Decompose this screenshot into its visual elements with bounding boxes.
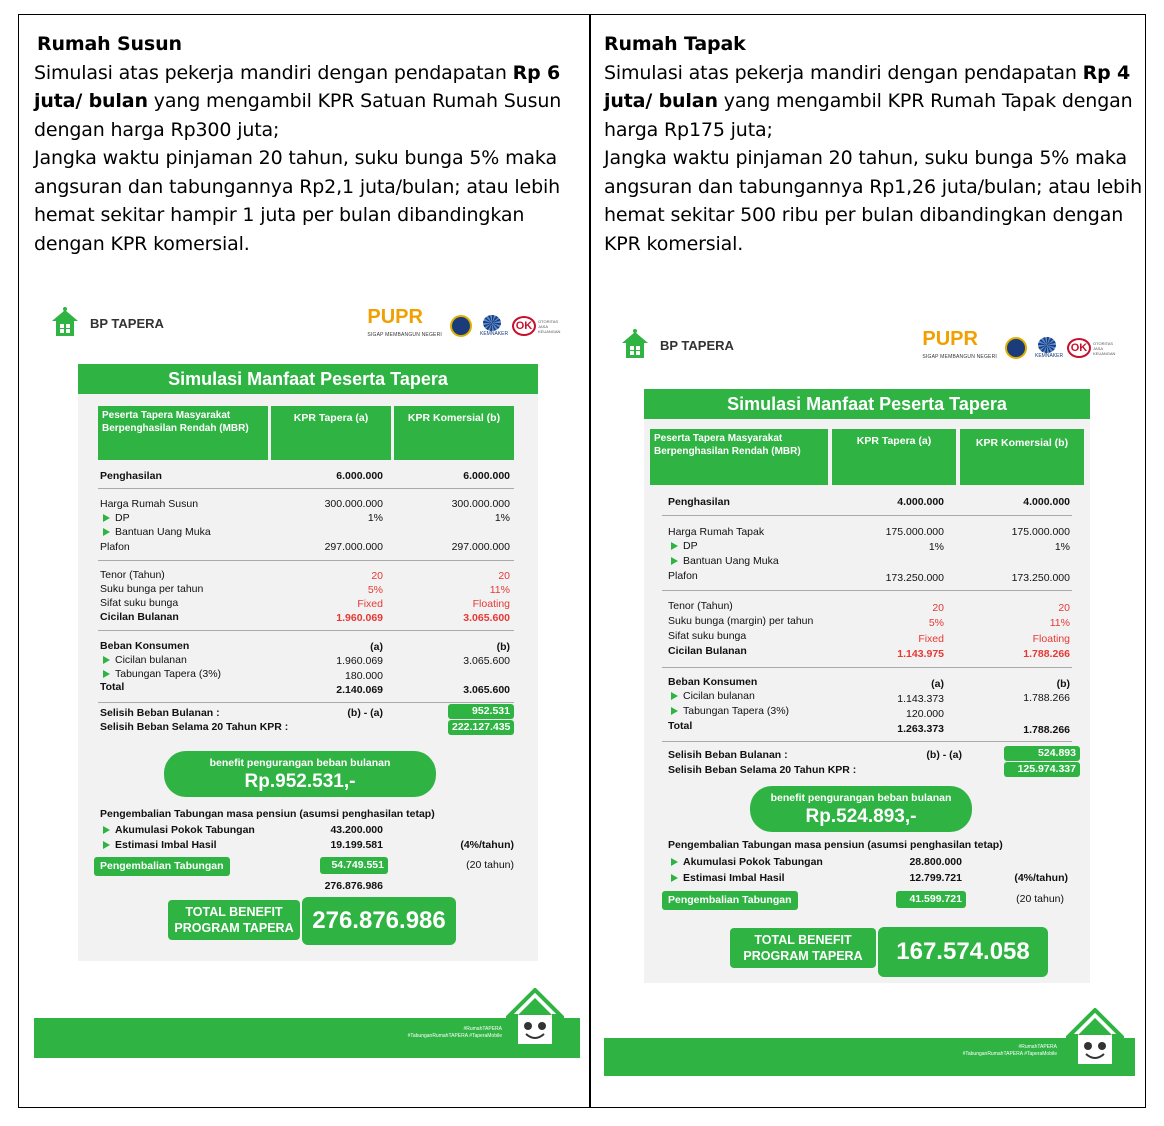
brand-name: BP TAPERA xyxy=(660,337,734,353)
beban-label: Beban Konsumen xyxy=(100,640,190,652)
ojk-logo-icon: OK OTORITAS JASA KEUANGAN xyxy=(512,316,562,336)
total-benefit-value: 276.876.986 xyxy=(302,897,456,945)
cicilan-bulanan-label: Cicilan bulanan xyxy=(100,653,187,668)
beban-a: (a) xyxy=(370,641,383,653)
pupr-logo-icon: PUPR SIGAP MEMBANGUN NEGERI xyxy=(367,306,442,338)
kemnaker-logo-icon: KEMNAKER xyxy=(480,315,504,337)
kemnaker-logo-icon: KEMNAKER xyxy=(1035,337,1059,359)
section-title: Rumah Susun xyxy=(37,33,182,55)
separator xyxy=(662,667,1072,668)
selisih-bulanan-value: 952.531 xyxy=(448,704,514,719)
akumulasi-label: Akumulasi Pokok Tabungan xyxy=(668,855,823,870)
bunga-b: 11% xyxy=(1049,617,1070,629)
akumulasi-value: 43.200.000 xyxy=(330,824,383,836)
benefit-label: benefit pengurangan beban bulanan xyxy=(209,757,391,769)
selisih-20-tahun-value: 125.974.337 xyxy=(1004,762,1080,777)
pengembalian-value: 41.599.721 xyxy=(896,891,966,908)
triangle-bullet-icon xyxy=(671,874,678,882)
triangle-bullet-icon xyxy=(103,656,110,664)
house-mascot-icon xyxy=(1066,1008,1124,1074)
selisih-bulanan-label: Selisih Beban Bulanan : xyxy=(100,707,220,719)
sifat-b: Floating xyxy=(1032,633,1070,645)
imbal-note: (4%/tahun) xyxy=(460,839,514,851)
tabungan-tapera-label: Tabungan Tapera (3%) xyxy=(100,667,221,682)
harga-a: 300.000.000 xyxy=(324,498,383,510)
penghasilan-a: 6.000.000 xyxy=(336,470,383,482)
akumulasi-label: Akumulasi Pokok Tabungan xyxy=(100,823,255,838)
dp-a: 1% xyxy=(367,512,383,524)
triangle-bullet-icon xyxy=(671,542,678,550)
cicilan-b: 1.788.266 xyxy=(1023,648,1070,660)
beban-a: (a) xyxy=(931,678,944,690)
total-label: Total xyxy=(668,720,693,732)
selisih-bulanan-value: 524.893 xyxy=(1004,746,1080,761)
tapera-logo-icon xyxy=(48,306,82,340)
poster-footer xyxy=(34,1018,580,1058)
penghasilan-b: 4.000.000 xyxy=(1023,496,1070,508)
bum-label: Bantuan Uang Muka xyxy=(668,554,779,569)
harga-label: Harga Rumah Susun xyxy=(100,498,199,510)
cicilan-b: 3.065.600 xyxy=(463,612,510,624)
akumulasi-value: 28.800.000 xyxy=(909,856,962,868)
separator xyxy=(98,488,514,489)
bunga-label: Suku bunga (margin) per tahun xyxy=(668,615,814,627)
sifat-a: Fixed xyxy=(918,633,944,645)
penghasilan-b: 6.000.000 xyxy=(463,470,510,482)
total-a: 2.140.069 xyxy=(336,684,383,696)
beban-label: Beban Konsumen xyxy=(668,676,758,688)
total-label: Total xyxy=(100,681,125,693)
selisih-20-tahun-label: Selisih Beban Selama 20 Tahun KPR : xyxy=(100,721,289,733)
cicilan-bulanan-label: Cicilan bulanan xyxy=(668,689,755,704)
triangle-bullet-icon xyxy=(103,826,110,834)
selisih-20-tahun-value: 222.127.435 xyxy=(448,720,514,735)
subtotal-value: 276.876.986 xyxy=(324,880,383,892)
bunga-a: 5% xyxy=(928,617,944,629)
sifat-label: Sifat suku bunga xyxy=(668,630,747,642)
total-a: 1.263.373 xyxy=(897,723,944,735)
triangle-bullet-icon xyxy=(671,692,678,700)
partner-logos xyxy=(367,308,562,344)
header-kpr-tapera: KPR Tapera (a) xyxy=(271,406,391,460)
dp-b: 1% xyxy=(494,512,510,524)
tenor-label: Tenor (Tahun) xyxy=(668,600,733,612)
harga-b: 175.000.000 xyxy=(1011,526,1070,538)
cicilan-label: Cicilan Bulanan xyxy=(668,645,747,657)
penghasilan-a: 4.000.000 xyxy=(897,496,944,508)
triangle-bullet-icon xyxy=(103,841,110,849)
dp-label: DP xyxy=(668,539,698,554)
bunga-a: 5% xyxy=(367,584,383,596)
total-benefit-value: 167.574.058 xyxy=(878,927,1048,977)
dp-b: 1% xyxy=(1054,541,1070,553)
ojk-logo-icon: OK OTORITAS JASA KEUANGAN xyxy=(1067,338,1117,358)
header-kpr-komersial: KPR Komersial (b) xyxy=(960,429,1084,485)
benefit-value: Rp.524.893,- xyxy=(805,805,917,827)
plafon-label: Plafon xyxy=(668,570,698,582)
sifat-label: Sifat suku bunga xyxy=(100,597,179,609)
triangle-bullet-icon xyxy=(103,528,110,536)
bp-tapera-brand xyxy=(48,306,164,340)
bp-tapera-brand xyxy=(618,328,734,362)
total-benefit-label: TOTAL BENEFIT PROGRAM TAPERA xyxy=(730,928,876,968)
cicilan-bulanan-b: 1.788.266 xyxy=(1023,692,1070,704)
simulation-poster xyxy=(34,290,580,1065)
header-description: Peserta Tapera Masyarakat Berpenghasilan Rendah (MBR) xyxy=(98,406,268,460)
benefit-pill xyxy=(164,751,436,797)
pengembalian-note: (20 tahun) xyxy=(466,859,514,871)
triangle-bullet-icon xyxy=(671,858,678,866)
triangle-bullet-icon xyxy=(671,557,678,565)
separator xyxy=(662,590,1072,591)
harga-a: 175.000.000 xyxy=(885,526,944,538)
total-b: 1.788.266 xyxy=(1023,724,1070,736)
section-title: Rumah Tapak xyxy=(604,33,746,55)
intro-paragraph-1: Simulasi atas pekerja mandiri dengan pendapatan Rp 4 juta/ bulan yang mengambil KPR Rumah Tapak dengan harga Rp175 juta; xyxy=(604,61,1133,141)
bunga-label: Suku bunga per tahun xyxy=(100,583,204,595)
tenor-a: 20 xyxy=(932,602,944,614)
header-description: Peserta Tapera Masyarakat Berpenghasilan Rendah (MBR) xyxy=(650,429,828,485)
separator xyxy=(98,630,514,631)
tenor-label: Tenor (Tahun) xyxy=(100,569,165,581)
penghasilan-label: Penghasilan xyxy=(668,496,730,508)
triangle-bullet-icon xyxy=(671,707,678,715)
dp-label: DP xyxy=(100,511,130,526)
beban-b: (b) xyxy=(1056,678,1070,690)
tenor-a: 20 xyxy=(371,570,383,582)
separator xyxy=(662,515,1072,516)
tenor-b: 20 xyxy=(498,570,510,582)
separator xyxy=(662,741,1072,742)
separator xyxy=(98,560,514,561)
dp-a: 1% xyxy=(928,541,944,553)
intro-paragraph-1: Simulasi atas pekerja mandiri dengan pendapatan Rp 6 juta/ bulan yang mengambil KPR Satuan Rumah Susun dengan harga Rp300 juta; xyxy=(34,61,562,141)
house-mascot-icon xyxy=(506,988,564,1054)
imbal-note: (4%/tahun) xyxy=(1014,872,1068,884)
selisih-20-tahun-label: Selisih Beban Selama 20 Tahun KPR : xyxy=(668,764,857,776)
card-heading: Simulasi Manfaat Peserta Tapera xyxy=(78,364,538,394)
tabungan-tapera-a: 180.000 xyxy=(345,670,383,682)
cicilan-bulanan-a: 1.960.069 xyxy=(336,655,383,667)
pengembalian-heading: Pengembalian Tabungan masa pensiun (asumsi penghasilan tetap) xyxy=(100,808,435,820)
column-rumah-tapak xyxy=(590,14,1146,1108)
cicilan-a: 1.143.975 xyxy=(897,648,944,660)
cicilan-label: Cicilan Bulanan xyxy=(100,611,179,623)
tabungan-tapera-label: Tabungan Tapera (3%) xyxy=(668,704,789,719)
pengembalian-heading: Pengembalian Tabungan masa pensiun (asumsi penghasilan tetap) xyxy=(668,839,1003,851)
imbal-label: Estimasi Imbal Hasil xyxy=(668,871,785,886)
intro-text xyxy=(604,30,1144,258)
tapera-logo-icon xyxy=(618,328,652,362)
cicilan-bulanan-b: 3.065.600 xyxy=(463,655,510,667)
beban-b: (b) xyxy=(496,641,510,653)
imbal-value: 19.199.581 xyxy=(330,839,383,851)
simulation-poster xyxy=(604,314,1135,1064)
sifat-a: Fixed xyxy=(357,598,383,610)
imbal-value: 12.799.721 xyxy=(909,872,962,884)
pupr-logo-icon: PUPR SIGAP MEMBANGUN NEGERI xyxy=(922,328,997,360)
benefit-value: Rp.952.531,- xyxy=(244,770,356,792)
plafon-label: Plafon xyxy=(100,541,130,553)
plafon-a: 297.000.000 xyxy=(324,541,383,553)
pengembalian-tabungan-label: Pengembalian Tabungan xyxy=(662,891,798,910)
partner-logos xyxy=(922,330,1117,366)
bunga-b: 11% xyxy=(489,584,510,596)
brand-name: BP TAPERA xyxy=(90,315,164,331)
intro-paragraph-2: Jangka waktu pinjaman 20 tahun, suku bunga 5% maka angsuran dan tabungannya Rp2,1 juta/bulan; atau lebih hemat sekitar hampir 1 juta per bulan dibandingkan dengan KPR komersial. xyxy=(34,147,561,255)
header-kpr-tapera: KPR Tapera (a) xyxy=(832,429,956,485)
poster-footer xyxy=(604,1038,1135,1076)
benefit-label: benefit pengurangan beban bulanan xyxy=(770,792,952,804)
card-heading: Simulasi Manfaat Peserta Tapera xyxy=(644,389,1090,419)
total-b: 3.065.600 xyxy=(463,684,510,696)
pengembalian-note: (20 tahun) xyxy=(1016,893,1064,905)
tabungan-tapera-a: 120.000 xyxy=(906,708,944,720)
benefit-pill xyxy=(750,786,972,832)
hashtags: #RumahTAPERA #TabunganRumahTAPERA #TaperaMobile xyxy=(962,1044,1057,1057)
ministry-seal-icon xyxy=(450,315,472,337)
penghasilan-label: Penghasilan xyxy=(100,470,162,482)
cicilan-bulanan-a: 1.143.373 xyxy=(897,693,944,705)
simulation-card xyxy=(78,364,538,961)
simulation-card xyxy=(644,389,1090,983)
bum-label: Bantuan Uang Muka xyxy=(100,525,211,540)
selisih-bulanan-label: Selisih Beban Bulanan : xyxy=(668,749,788,761)
triangle-bullet-icon xyxy=(103,670,110,678)
hashtags: #RumahTAPERA #TabunganRumahTAPERA #TaperaMobile xyxy=(407,1026,502,1039)
selisih-formula: (b) - (a) xyxy=(926,749,962,761)
sifat-b: Floating xyxy=(472,598,510,610)
harga-label: Harga Rumah Tapak xyxy=(668,526,765,538)
separator xyxy=(98,702,514,703)
total-benefit-label: TOTAL BENEFIT PROGRAM TAPERA xyxy=(168,900,300,940)
intro-text xyxy=(34,30,574,258)
ministry-seal-icon xyxy=(1005,337,1027,359)
cicilan-a: 1.960.069 xyxy=(336,612,383,624)
pengembalian-tabungan-label: Pengembalian Tabungan xyxy=(94,857,230,876)
plafon-b: 297.000.000 xyxy=(451,541,510,553)
triangle-bullet-icon xyxy=(103,514,110,522)
column-rumah-susun xyxy=(18,14,589,1108)
imbal-label: Estimasi Imbal Hasil xyxy=(100,838,217,853)
pengembalian-value: 54.749.551 xyxy=(320,857,388,874)
tenor-b: 20 xyxy=(1058,602,1070,614)
selisih-formula: (b) - (a) xyxy=(347,707,383,719)
intro-paragraph-2: Jangka waktu pinjaman 20 tahun, suku bunga 5% maka angsuran dan tabungannya Rp1,26 juta/bulan; atau lebih hemat sekitar 500 ribu per bulan dibandingkan dengan KPR komersial. xyxy=(604,147,1142,255)
header-kpr-komersial: KPR Komersial (b) xyxy=(394,406,514,460)
plafon-b: 173.250.000 xyxy=(1011,572,1070,584)
plafon-a: 173.250.000 xyxy=(885,572,944,584)
harga-b: 300.000.000 xyxy=(451,498,510,510)
